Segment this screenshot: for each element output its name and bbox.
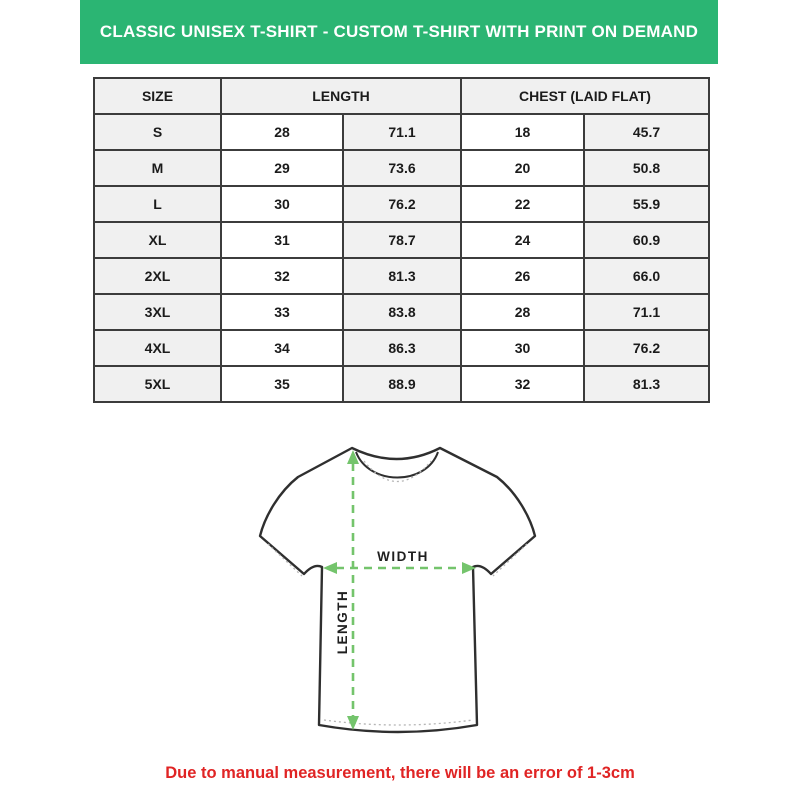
cell-chest-in: 30 (461, 330, 584, 366)
cell-chest-cm: 55.9 (584, 186, 709, 222)
cell-length-in: 31 (221, 222, 343, 258)
cell-chest-cm: 45.7 (584, 114, 709, 150)
cell-size: 2XL (94, 258, 221, 294)
cell-length-cm: 76.2 (343, 186, 461, 222)
tshirt-diagram (240, 430, 560, 750)
header-length: LENGTH (221, 78, 461, 114)
cell-chest-in: 18 (461, 114, 584, 150)
cell-size: 4XL (94, 330, 221, 366)
size-table (93, 77, 710, 403)
table-row (94, 366, 709, 402)
cell-size: L (94, 186, 221, 222)
cell-length-in: 35 (221, 366, 343, 402)
cell-length-in: 30 (221, 186, 343, 222)
cell-length-cm: 81.3 (343, 258, 461, 294)
cell-size: 5XL (94, 366, 221, 402)
title-banner (80, 0, 718, 64)
cell-length-cm: 86.3 (343, 330, 461, 366)
width-arrow-label: WIDTH (377, 549, 429, 564)
cell-length-in: 28 (221, 114, 343, 150)
cell-size: S (94, 114, 221, 150)
cell-chest-in: 20 (461, 150, 584, 186)
cell-length-cm: 73.6 (343, 150, 461, 186)
table-row (94, 294, 709, 330)
page-title: CLASSIC UNISEX T-SHIRT - CUSTOM T-SHIRT WITH PRINT ON DEMAND (99, 22, 699, 41)
cell-length-in: 32 (221, 258, 343, 294)
cell-chest-cm: 76.2 (584, 330, 709, 366)
size-table-container (93, 77, 708, 403)
cell-chest-in: 22 (461, 186, 584, 222)
cell-chest-cm: 50.8 (584, 150, 709, 186)
cell-length-cm: 88.9 (343, 366, 461, 402)
cell-chest-cm: 66.0 (584, 258, 709, 294)
measurement-disclaimer: Due to manual measurement, there will be an error of 1-3cm (165, 764, 635, 782)
cell-chest-cm: 71.1 (584, 294, 709, 330)
cell-length-in: 33 (221, 294, 343, 330)
table-row (94, 222, 709, 258)
table-row (94, 258, 709, 294)
cell-chest-in: 26 (461, 258, 584, 294)
table-row (94, 150, 709, 186)
cell-length-cm: 83.8 (343, 294, 461, 330)
cell-chest-cm: 81.3 (584, 366, 709, 402)
size-table-body (94, 114, 709, 402)
cell-chest-in: 24 (461, 222, 584, 258)
cell-size: XL (94, 222, 221, 258)
cell-chest-in: 28 (461, 294, 584, 330)
length-arrow-label: LENGTH (335, 589, 350, 655)
cell-chest-in: 32 (461, 366, 584, 402)
table-row (94, 186, 709, 222)
cell-length-in: 34 (221, 330, 343, 366)
table-row (94, 330, 709, 366)
cell-chest-cm: 60.9 (584, 222, 709, 258)
cell-length-in: 29 (221, 150, 343, 186)
cell-size: M (94, 150, 221, 186)
cell-length-cm: 71.1 (343, 114, 461, 150)
header-size: SIZE (94, 78, 221, 114)
header-chest: CHEST (LAID FLAT) (461, 78, 709, 114)
table-row (94, 114, 709, 150)
cell-size: 3XL (94, 294, 221, 330)
tshirt-svg (240, 430, 560, 750)
table-header-row (94, 78, 709, 114)
cell-length-cm: 78.7 (343, 222, 461, 258)
tshirt-outline-shape (260, 448, 535, 732)
